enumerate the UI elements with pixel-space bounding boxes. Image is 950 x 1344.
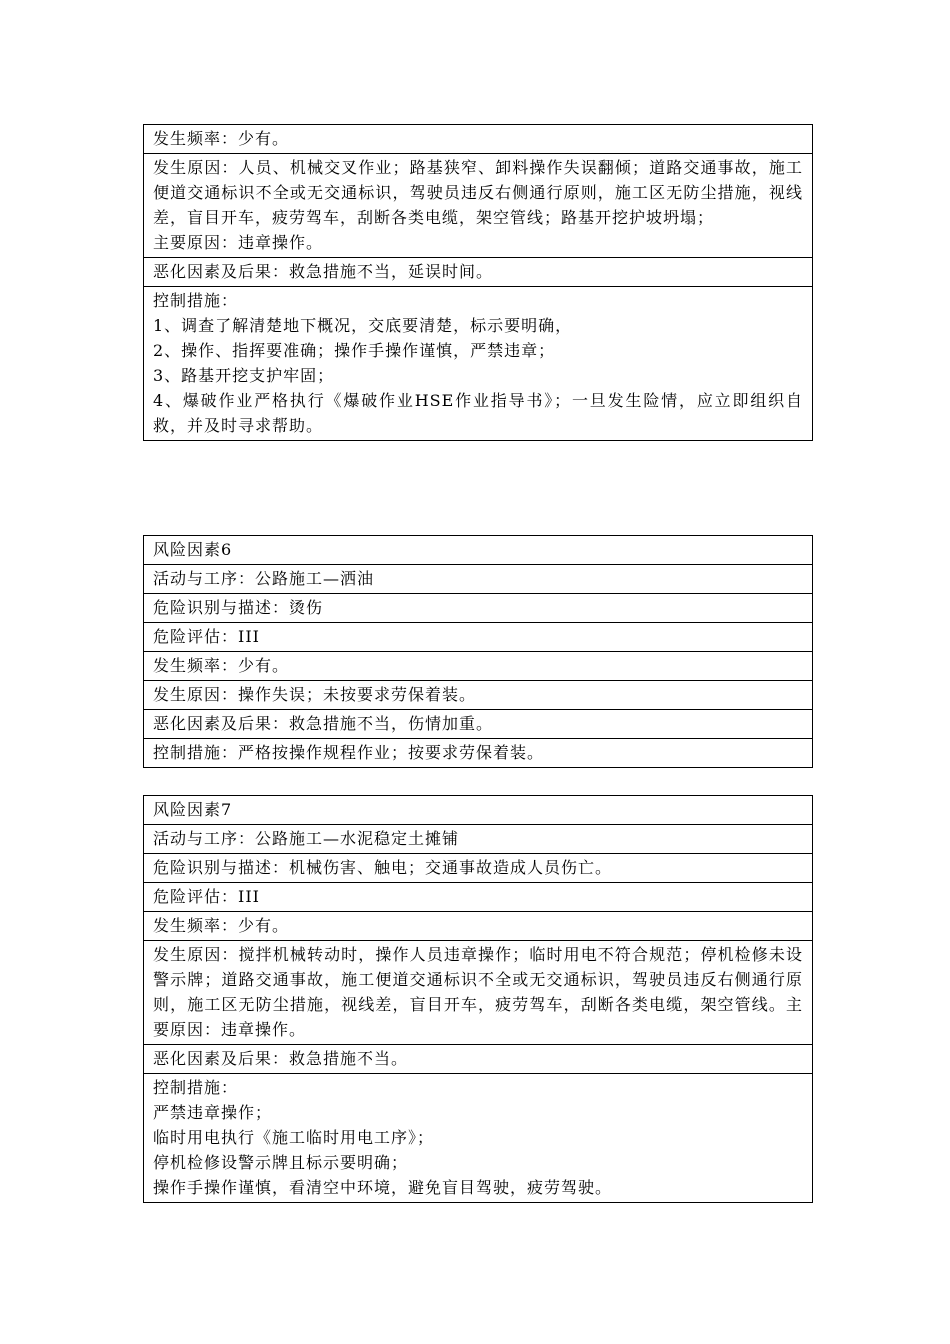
control-cell: [144, 287, 813, 441]
control-item: 2、操作、指挥要准确；操作手操作谨慎，严禁违章；: [153, 341, 556, 360]
consequence-cell: 恶化因素及后果：救急措施不当，伤情加重。: [144, 710, 813, 739]
activity-cell: 活动与工序：公路施工—洒油: [144, 565, 813, 594]
cause-text: 发生原因：人员、机械交叉作业；路基狭窄、卸料操作失误翻倾；道路交通事故，施工便道交通标识不全或无交通标识，驾驶员违反右侧通行原则，施工区无防尘措施，视线差，盲目开车，疲劳驾车，刮断各类电缆，架空管线；路基开挖护坡坍塌；: [153, 158, 803, 227]
consequence-cell: 恶化因素及后果：救急措施不当，延误时间。: [144, 258, 813, 287]
cause-cell: 发生原因：操作失误；未按要求劳保着装。: [144, 681, 813, 710]
evaluation-cell: 危险评估：III: [144, 883, 813, 912]
control-item: 临时用电执行《施工临时用电工序》；: [153, 1128, 435, 1147]
hazard-cell: 危险识别与描述：烫伤: [144, 594, 813, 623]
activity-cell: 活动与工序：公路施工—水泥稳定土摊铺: [144, 825, 813, 854]
control-item: 严禁违章操作；: [153, 1103, 273, 1122]
control-item: 4、爆破作业严格执行《爆破作业HSE作业指导书》；一旦发生险情，应立即组织自救，并及时寻求帮助。: [153, 391, 803, 435]
main-cause-text: 主要原因：违章操作。: [153, 233, 324, 252]
factor-cell: 风险因素7: [144, 796, 813, 825]
cause-cell: 发生原因：搅拌机械转动时，操作人员违章操作；临时用电不符合规范；停机检修未设警示牌；道路交通事故，施工便道交通标识不全或无交通标识，驾驶员违反右侧通行原则，施工区无防尘措施，视线差，盲目开车，疲劳驾车，刮断各类电缆，架空管线。主要原因：违章操作。: [144, 941, 813, 1045]
hazard-cell: 危险识别与描述：机械伤害、触电；交通事故造成人员伤亡。: [144, 854, 813, 883]
risk-table-continued: [143, 124, 813, 441]
frequency-cell: 发生频率：少有。: [144, 125, 813, 154]
frequency-cell: 发生频率：少有。: [144, 912, 813, 941]
control-cell: 控制措施：严格按操作规程作业；按要求劳保着装。: [144, 739, 813, 768]
control-item: 停机检修设警示牌且标示要明确；: [153, 1153, 409, 1172]
evaluation-cell: 危险评估：III: [144, 623, 813, 652]
risk-table-6: [143, 535, 813, 768]
control-item: 操作手操作谨慎，看清空中环境，避免盲目驾驶，疲劳驾驶。: [153, 1178, 613, 1197]
risk-table-7: [143, 795, 813, 1203]
control-title: 控制措施：: [153, 291, 239, 310]
consequence-cell: 恶化因素及后果：救急措施不当。: [144, 1045, 813, 1074]
control-title: 控制措施：: [153, 1078, 239, 1097]
factor-cell: 风险因素6: [144, 536, 813, 565]
cause-cell: [144, 154, 813, 258]
control-item: 3、路基开挖支护牢固；: [153, 366, 335, 385]
control-item: 1、调查了解清楚地下概况，交底要清楚，标示要明确，: [153, 316, 573, 335]
frequency-cell: 发生频率：少有。: [144, 652, 813, 681]
control-cell: [144, 1074, 813, 1203]
